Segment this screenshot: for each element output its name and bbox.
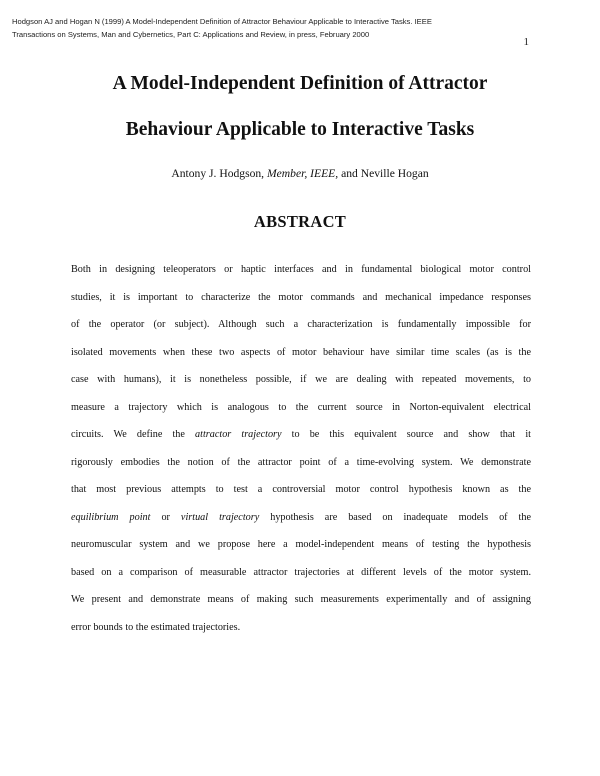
abstract-line: Both in designing teleoperators or haptic interfaces and in fundamental biological motor control (71, 264, 531, 275)
abstract-line: based on a comparison of measurable attractor trajectories at different levels of the motor system. (71, 566, 531, 578)
author-1-role: Member, IEEE, (267, 167, 339, 180)
paper-title-line-1: A Model-Independent Definition of Attractor (112, 73, 488, 94)
abstract-line-with-italic-terms (71, 504, 531, 532)
paper-title-line-2: Behaviour Applicable to Interactive Tasks (125, 119, 475, 140)
abstract-heading: ABSTRACT (253, 212, 347, 231)
italic-term-virtual-trajectory: virtual trajectory (180, 511, 260, 523)
abstract-line: We present and demonstrate means of making such measurements experimentally and of assigning (71, 594, 531, 605)
author-connector: and (341, 167, 358, 180)
abstract-text-segment: or (150, 511, 181, 523)
italic-term-equilibrium-point: equilibrium point (71, 511, 151, 523)
citation-line-2: Transactions on Systems, Man and Cybernetics, Part C: Applications and Review, in press, February 2000 (12, 30, 370, 39)
abstract-line: studies, it is important to characterize the motor commands and mechanical impedance responses (71, 291, 531, 303)
abstract-text-segment: to be this equivalent source and show that it (281, 429, 531, 440)
abstract-line: rigorously embodies the notion of the attractor point of a time-evolving system. We demonstrate (71, 456, 531, 468)
abstract-text-segment: hypothesis are based on inadequate models of the (259, 511, 531, 523)
citation-header (12, 15, 472, 41)
author-2-name: Neville Hogan (360, 167, 429, 180)
citation-line-1: Hodgson AJ and Hogan N (1999) A Model-Independent Definition of Attractor Behaviour Applicable to Interactive Tasks. IEEE (12, 17, 432, 26)
abstract-line: neuromuscular system and we propose here a model-independent means of testing the hypothesis (71, 539, 531, 550)
abstract-line: case with humans), it is nonetheless possible, if we are dealing with repeated movements, to (71, 374, 531, 385)
abstract-line: measure a trajectory which is analogous to the current source in Norton-equivalent electrical (71, 401, 531, 413)
author-1-name: Antony J. Hodgson, (171, 167, 265, 180)
abstract-line-with-italic-term (71, 421, 531, 449)
abstract-text-segment: circuits. We define the (71, 429, 196, 440)
italic-term-attractor-trajectory: attractor trajectory (195, 429, 282, 440)
abstract-line: isolated movements when these two aspects of motor behaviour have similar time scales (as is the (71, 346, 531, 358)
author-line (0, 166, 600, 182)
abstract-body (71, 256, 531, 641)
abstract-line: error bounds to the estimated trajectories. (71, 621, 241, 633)
page-number: 1 (523, 36, 529, 48)
abstract-line: that most previous attempts to test a controversial motor control hypothesis known as the (71, 484, 531, 495)
abstract-line: of the operator (or subject). Although such a characterization is fundamentally impossible for (71, 319, 531, 330)
